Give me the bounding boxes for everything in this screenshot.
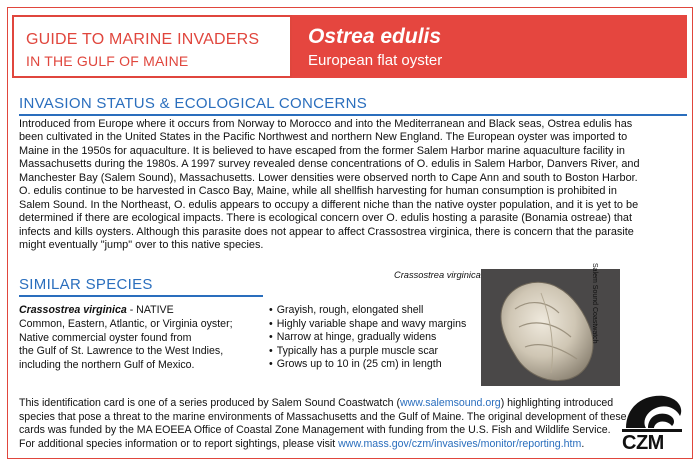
footer-text [19,397,627,451]
feature-item: • Highly variable shape and wavy margins [269,318,466,332]
invasion-line: O. edulis continue to be harvested in Casco Bay, Maine, while all shellfish harvesting for human consumption is prohibited in [19,185,617,198]
reporting-link[interactable]: www.mass.gov/czm/invasives/monitor/reporting.htm [338,437,582,450]
footer-line: This identification card is one of a series produced by Salem Sound Coastwatch (www.salemsound.org) highlighting introduced [19,397,614,409]
desc-line: Native commercial oyster found from [19,331,192,344]
similar-species-heading [19,304,174,318]
oyster-shell-illustration [481,269,620,386]
footer-line: cards was funded by the MA EOEEA Office of Coastal Zone Management with funding from the U.S. Fish and Wildlife Service. [19,424,611,436]
photo-credit: Salem Sound Coastwatch [591,263,598,344]
invasion-section-title: INVASION STATUS & ECOLOGICAL CONCERNS [19,95,368,112]
wave-logo-icon [618,388,686,434]
similar-species-status: - NATIVE [126,304,174,316]
invasion-line: infects and kills oysters. Although this parasite does not appear to affect Crassostrea virginica, there is concern that the parasite [19,225,634,238]
species-header [292,15,687,78]
salemsound-link[interactable]: www.salemsound.org [400,397,501,409]
similar-divider [19,295,263,297]
feature-item: • Typically has a purple muscle scar [269,345,466,359]
guide-title-box [12,15,292,78]
desc-line: Common, Eastern, Atlantic, or Virginia oyster; [19,318,233,330]
similar-section-title: SIMILAR SPECIES [19,276,153,293]
footer-line: species that pose a threat to the marine environments of Massachusetts and the Gulf of Maine. The original development of these [19,410,627,423]
invasion-line: determined if there are ecological impacts. There is ecological concern over O. edulis hosting a parasite (Bonamia ostreae) that [19,212,633,225]
footer-line: For additional species information or to report sightings, please visit www.mass.gov/czm/invasives/monitor/reporting.htm. [19,437,585,450]
desc-line: the Gulf of St. Lawrence to the West Indies, [19,345,224,357]
czm-logo [618,388,686,456]
oyster-photo [481,269,620,386]
czm-logo-text: CZM [622,432,664,454]
invasion-line: been cultivated in the United States in the Pacific Northwest and northern New England. The European oyster was imported to [19,131,628,144]
invasion-divider [19,114,687,116]
similar-species-name: Crassostrea virginica [19,304,127,316]
invasion-line: Introduced from Europe where it occurs from Norway to Morocco and into the Mediterranean and Black seas, Ostrea edulis has [19,118,633,130]
feature-item: • Narrow at hinge, gradually widens [269,331,466,345]
features-list [269,304,466,372]
guide-title-line1: GUIDE TO MARINE INVADERS [26,31,260,48]
feature-item: • Grows up to 10 in (25 cm) in length [269,358,466,372]
photo-caption: Crassostrea virginica [394,270,481,280]
invasion-line: Massachusetts during the 1980s. A 1997 survey revealed dense concentrations of O. edulis in Salem Harbor, Danvers River, and [19,158,640,171]
invasion-line: Maine in the 1950s for aquaculture. It is believed to have escaped from the former Salem Harbor marine aquaculture facility in [19,144,625,157]
scientific-name: Ostrea edulis [308,25,442,48]
invasion-line: might eventually "jump" over to this native species. [19,239,264,252]
desc-line: including the northern Gulf of Mexico. [19,358,195,371]
invasion-line: Salem Sound. In the Northeast, O. edulis appears to occupy a different niche than the native oyster population, and it is yet to be [19,198,639,211]
common-name: European flat oyster [308,52,443,69]
invasion-line: Manchester Bay (Salem Sound), Massachusetts. Lower densities were observed north to Cape Ann and south to Boston Harbor. [19,171,638,184]
guide-title-line2: IN THE GULF OF MAINE [26,53,189,69]
invasion-paragraph [19,118,687,253]
similar-species-description [19,318,233,372]
feature-item: • Grayish, rough, elongated shell [269,304,466,318]
